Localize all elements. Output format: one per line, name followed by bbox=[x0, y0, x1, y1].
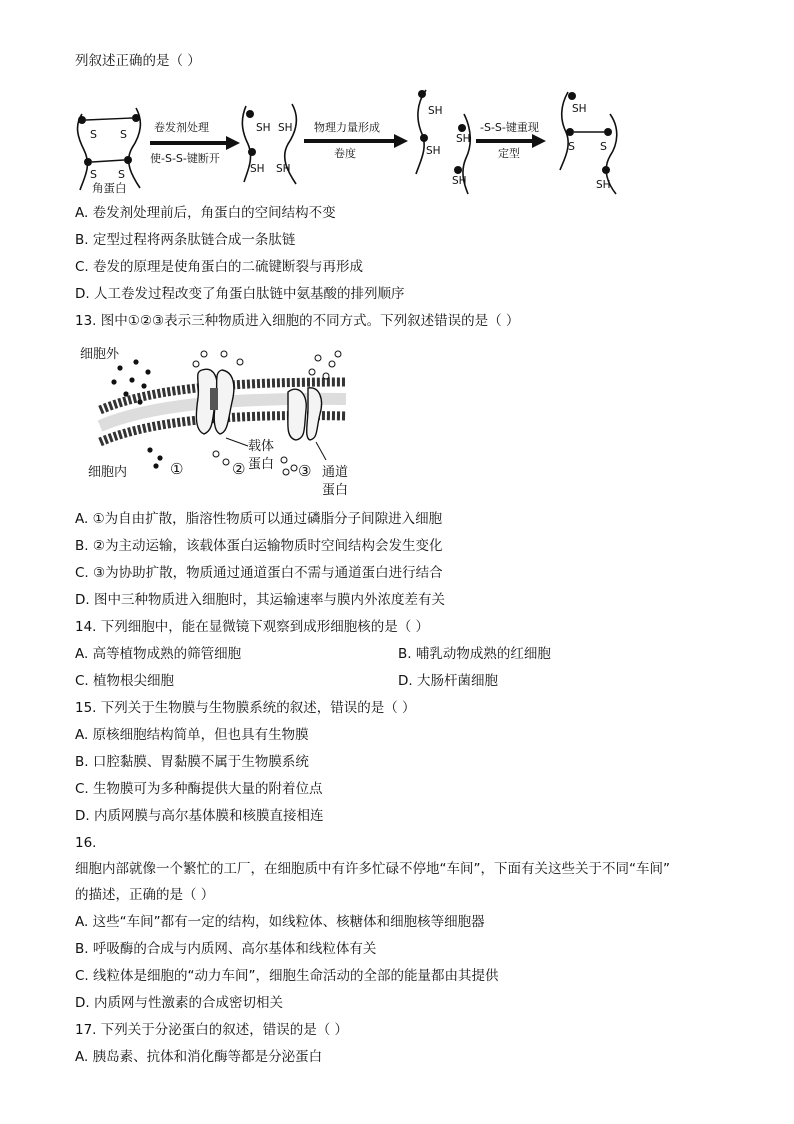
sulfur-label: S bbox=[90, 168, 97, 181]
channel-label-2: 蛋白 bbox=[322, 483, 349, 498]
q15-option-a[interactable]: A. 原核细胞结构简单，但也具有生物膜 bbox=[75, 727, 309, 743]
q14-option-a[interactable]: A. 高等植物成熟的筛管细胞 bbox=[75, 646, 242, 662]
q15-option-c[interactable]: C. 生物膜可为多种酶提供大量的附着位点 bbox=[75, 781, 323, 797]
q15-stem: 15. 下列关于生物膜与生物膜系统的叙述，错误的是（ ） bbox=[75, 700, 416, 716]
q16-option-b[interactable]: B. 呼吸酶的合成与内质网、高尔基体和线粒体有关 bbox=[75, 941, 377, 957]
q17-stem: 17. 下列关于分泌蛋白的叙述，错误的是（ ） bbox=[75, 1022, 349, 1038]
sh-label: SH bbox=[256, 122, 271, 134]
sulfur-label: S bbox=[118, 168, 125, 181]
sh-label: SH bbox=[596, 179, 611, 191]
arrow2-bottom-label: 卷度 bbox=[334, 147, 356, 160]
marker-3: ③ bbox=[298, 462, 312, 480]
sulfur-label: S bbox=[90, 128, 97, 141]
q14-option-c[interactable]: C. 植物根尖细胞 bbox=[75, 673, 175, 689]
q13-option-c[interactable]: C. ③为协助扩散，物质通过通道蛋白不需与通道蛋白进行结合 bbox=[75, 565, 443, 581]
sh-label: SH bbox=[428, 105, 443, 117]
q12-stem-tail: 列叙述正确的是（ ） bbox=[75, 53, 201, 69]
channel-label-1: 通道 bbox=[322, 465, 349, 480]
inside-channel-molecules bbox=[281, 457, 297, 475]
keratin-label: 角蛋白 bbox=[92, 181, 127, 195]
q14-option-b[interactable]: B. 哺乳动物成熟的红细胞 bbox=[398, 646, 551, 662]
q15-option-d[interactable]: D. 内质网膜与高尔基体膜和核膜直接相连 bbox=[75, 808, 324, 824]
q13-option-a[interactable]: A. ①为自由扩散，脂溶性物质可以通过磷脂分子间隙进入细胞 bbox=[75, 511, 443, 527]
sh-label: SH bbox=[278, 122, 293, 134]
q16-option-c[interactable]: C. 线粒体是细胞的“动力车间”，细胞生命活动的全部的能量都由其提供 bbox=[75, 968, 499, 984]
q13-option-b[interactable]: B. ②为主动运输，该载体蛋白运输物质时空间结构会发生变化 bbox=[75, 538, 443, 554]
outside-channel-molecules bbox=[309, 351, 341, 379]
q17-option-a[interactable]: A. 胰岛素、抗体和消化酶等都是分泌蛋白 bbox=[75, 1049, 323, 1065]
arrow-step-2 bbox=[304, 120, 408, 160]
inside-label: 细胞内 bbox=[88, 465, 128, 480]
sh-label: SH bbox=[250, 163, 265, 175]
q12-option-c[interactable]: C. 卷发的原理是使角蛋白的二硫键断裂与再形成 bbox=[75, 259, 364, 275]
marker-1: ① bbox=[170, 460, 184, 478]
sh-label: SH bbox=[276, 163, 291, 175]
outside-label: 细胞外 bbox=[80, 347, 120, 362]
arrow2-top-label: 物理力量形成 bbox=[314, 121, 380, 134]
q12-option-b[interactable]: B. 定型过程将两条肽链合成一条肽链 bbox=[75, 232, 296, 248]
q13-option-d[interactable]: D. 图中三种物质进入细胞时，其运输速率与膜内外浓度差有关 bbox=[75, 592, 445, 608]
sh-label: SH bbox=[426, 145, 441, 157]
membrane-transport-diagram bbox=[76, 342, 366, 500]
arrow3-bottom-label: 定型 bbox=[498, 147, 520, 160]
sulfur-label: S bbox=[568, 140, 575, 153]
arrow3-top-label: -S-S-键重现 bbox=[480, 121, 539, 134]
q16-stem-line2: 的描述，正确的是（ ） bbox=[75, 887, 215, 903]
inside-carrier-molecules bbox=[213, 451, 229, 465]
keratin-stage-broken bbox=[242, 104, 296, 184]
marker-2: ② bbox=[232, 460, 246, 478]
keratin-stage-set bbox=[560, 92, 617, 194]
sulfur-label: S bbox=[600, 140, 607, 153]
q12-option-d[interactable]: D. 人工卷发过程改变了角蛋白肽链中氨基酸的排列顺序 bbox=[75, 286, 405, 302]
sulfur-label: S bbox=[120, 128, 127, 141]
q16-stem-line1: 细胞内部就像一个繁忙的工厂，在细胞质中有许多忙碌不停地“车间”，下面有关这些关于不同“车间” bbox=[75, 861, 670, 877]
carrier-label-1: 载体 bbox=[248, 439, 275, 454]
q14-option-d[interactable]: D. 大肠杆菌细胞 bbox=[398, 673, 498, 689]
q13-stem: 13. 图中①②③表示三种物质进入细胞的不同方式。下列叙述错误的是（ ） bbox=[75, 313, 520, 329]
outside-carrier-molecules bbox=[193, 351, 243, 367]
keratin-stage-curled bbox=[416, 90, 471, 194]
carrier-label-2: 蛋白 bbox=[248, 457, 275, 472]
arrow-step-1 bbox=[150, 120, 240, 165]
channel-protein bbox=[288, 388, 322, 440]
arrow1-bottom-label: 使-S-S-键断开 bbox=[150, 152, 220, 165]
keratin-perm-diagram bbox=[70, 86, 630, 198]
arrow-step-3 bbox=[476, 120, 546, 160]
inside-molecules bbox=[147, 447, 162, 468]
carrier-protein bbox=[196, 369, 234, 434]
sh-label: SH bbox=[452, 175, 467, 187]
keratin-stage-original bbox=[78, 108, 141, 195]
q16-option-d[interactable]: D. 内质网与性激素的合成密切相关 bbox=[75, 995, 283, 1011]
q14-stem: 14. 下列细胞中，能在显微镜下观察到成形细胞核的是（ ） bbox=[75, 619, 430, 635]
q16-number: 16. bbox=[75, 835, 97, 851]
arrow1-top-label: 卷发剂处理 bbox=[154, 121, 209, 134]
sh-label: SH bbox=[456, 133, 471, 145]
q15-option-b[interactable]: B. 口腔黏膜、胃黏膜不属于生物膜系统 bbox=[75, 754, 309, 770]
sh-label: SH bbox=[572, 103, 587, 115]
q12-option-a[interactable]: A. 卷发剂处理前后，角蛋白的空间结构不变 bbox=[75, 205, 336, 221]
q16-option-a[interactable]: A. 这些“车间”都有一定的结构，如线粒体、核糖体和细胞核等细胞器 bbox=[75, 914, 485, 930]
